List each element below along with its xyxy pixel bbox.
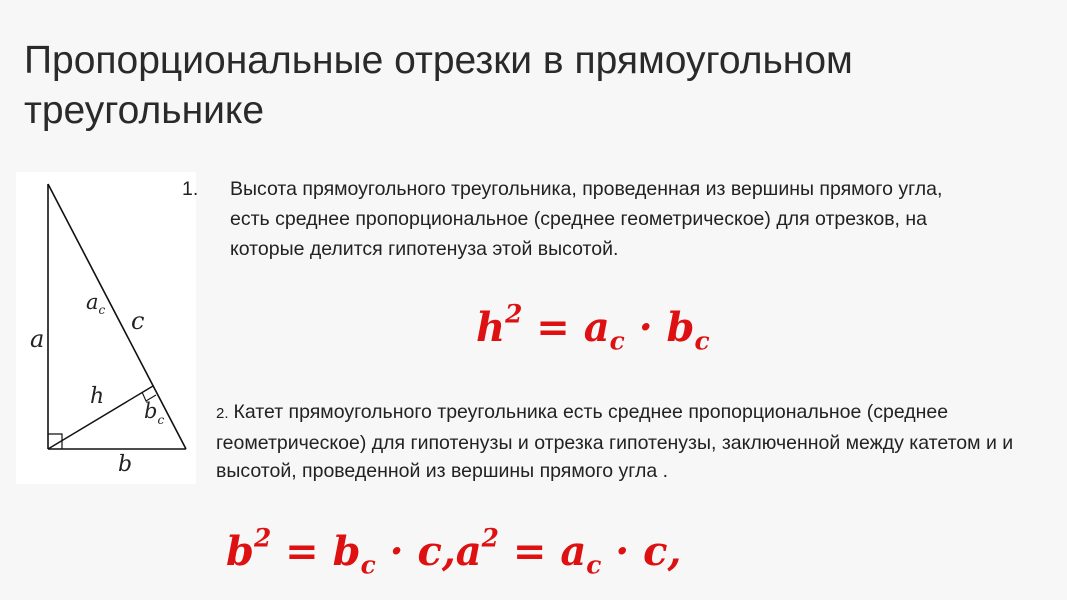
formula2-p4: a — [455, 528, 482, 575]
formula2-p5: a — [560, 528, 587, 575]
property-2 — [216, 398, 1016, 486]
formula-h-squared — [476, 299, 710, 356]
formula2-p6: c, — [643, 528, 682, 575]
triangle-diagram — [16, 172, 199, 484]
label-c: c — [131, 307, 145, 335]
formula1-t1-sub: c — [609, 326, 625, 356]
formula1-lhs: h — [476, 304, 506, 351]
formula2-dot2: · — [601, 528, 644, 575]
formula2-p5-sub: c — [586, 550, 602, 580]
formula2-p2: b — [332, 528, 361, 575]
property-2-number: 2. — [216, 405, 229, 422]
formula2-eq1: = — [271, 528, 333, 575]
formula2-dot1: · — [375, 528, 418, 575]
formula1-dot: · — [624, 304, 667, 351]
formula1-t2-sub: c — [694, 326, 710, 356]
formula2-p1-exp: 2 — [253, 523, 272, 553]
formula1-t2: b — [666, 304, 695, 351]
label-ac-main: a — [86, 290, 99, 314]
property-1-text: Высота прямоугольного треугольника, проведенная из вершины прямого угла, есть среднее пропорциональное (среднее геометрическое) для отрезков, на которые делится гипотенуза этой высотой. — [230, 178, 943, 260]
label-ac — [86, 290, 106, 317]
formula2-p1: b — [226, 528, 254, 575]
formula1-exp: 2 — [505, 299, 523, 329]
formula2-p4-exp: 2 — [481, 523, 499, 553]
triangle-figure — [16, 172, 199, 484]
label-b: b — [118, 452, 133, 477]
label-ac-sub: c — [98, 303, 106, 317]
formula1-t1: a — [583, 304, 610, 351]
label-bc-main: b — [144, 399, 158, 423]
formula2-p3: c, — [417, 528, 456, 575]
formula2-eq2: = — [498, 528, 561, 575]
property-1-number: 1. — [182, 178, 199, 200]
formula-legs-squared — [226, 523, 682, 580]
formula1-eq: = — [522, 304, 584, 351]
label-h: h — [90, 384, 105, 409]
label-bc-sub: c — [157, 413, 165, 427]
formula2-p2-sub: c — [360, 550, 376, 580]
hypotenuse-line — [48, 184, 186, 449]
property-2-text: Катет прямоугольного треугольника есть среднее пропорциональное (среднее геометрическое) для гипотенузы и отрезка гипотенузы, заключенной между катетом и и высотой, проведенной из вершины прямого угла . — [216, 401, 1014, 482]
label-a: a — [30, 325, 45, 353]
slide-title: Пропорциональные отрезки в прямоугольном треугольнике — [24, 39, 853, 132]
